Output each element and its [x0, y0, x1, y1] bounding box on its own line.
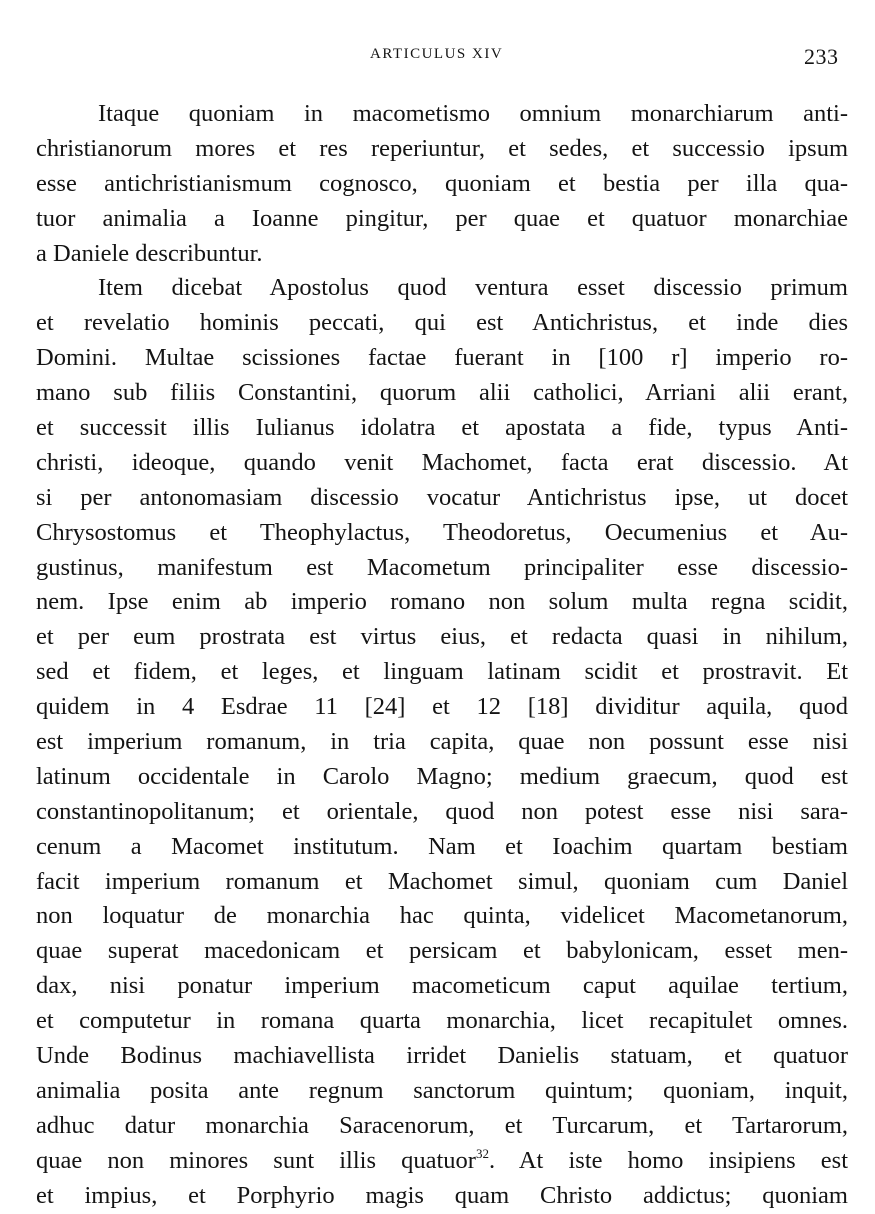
text-line: quae superat macedonicam et persicam et babylonicam, esset men- [36, 937, 848, 965]
text-line: tuor animalia a Ioanne pingitur, per quae et quatuor monarchiae [36, 204, 848, 232]
text-line: nem. Ipse enim ab imperio romano non solum multa regna scidit, [36, 588, 848, 616]
text-line: et revelatio hominis peccati, qui est Antichristus, et inde dies [36, 309, 848, 337]
text-line: esse antichristianismum cognosco, quoniam et bestia per illa qua- [36, 169, 848, 197]
text-line: et successit illis Iulianus idolatra et apostata a fide, typus Anti- [36, 414, 848, 442]
text-line: Item dicebat Apostolus quod ventura esset discessio primum [98, 274, 848, 302]
text-line: si per antonomasiam discessio vocatur Antichristus ipse, ut docet [36, 483, 848, 511]
text-line: adhuc datur monarchia Saracenorum, et Turcarum, et Tartarorum, [36, 1111, 848, 1139]
running-title: ARTICULUS XIV [370, 46, 504, 62]
text-line: christi, ideoque, quando venit Machomet, facta erat discessio. At [36, 448, 848, 476]
text-line: Chrysostomus et Theophylactus, Theodoretus, Oecumenius et Au- [36, 518, 848, 546]
text-line: Domini. Multae scissiones factae fuerant in [100 r] imperio ro- [36, 344, 848, 372]
running-head [0, 44, 875, 72]
text-line: Unde Bodinus machiavellista irridet Danielis statuam, et quatuor [36, 1042, 848, 1070]
text-line: dax, nisi ponatur imperium macometicum caput aquilae tertium, [36, 972, 848, 1000]
text-line: est imperium romanum, in tria capita, quae non possunt esse nisi [36, 728, 848, 756]
text-line: et per eum prostrata est virtus eius, et redacta quasi in nihilum, [36, 623, 848, 651]
text-line: a Daniele describuntur. [36, 239, 263, 267]
text-line: et computetur in romana quarta monarchia, licet recapitulet omnes. [36, 1007, 848, 1035]
text-line: facit imperium romanum et Machomet simul, quoniam cum Daniel [36, 867, 848, 895]
text-line: non loquatur de monarchia hac quinta, videlicet Macometanorum, [36, 902, 848, 930]
text-line: quidem in 4 Esdrae 11 [24] et 12 [18] dividitur aquila, quod [36, 693, 848, 721]
body-text [36, 97, 848, 1214]
text-line-start: quae non minores sunt illis quatuor [36, 1146, 476, 1174]
text-line: mano sub filiis Constantini, quorum alii catholici, Arriani alii erant, [36, 379, 848, 407]
text-line-end: . At iste homo insipiens est [488, 1146, 848, 1174]
text-line-with-footnote [36, 1144, 848, 1179]
text-line: latinum occidentale in Carolo Magno; medium graecum, quod est [36, 762, 848, 790]
page-number: 233 [804, 44, 839, 69]
text-line: animalia posita ante regnum sanctorum quintum; quoniam, inquit, [36, 1076, 848, 1104]
text-line: gustinus, manifestum est Macometum principaliter esse discessio- [36, 553, 848, 581]
text-line: Itaque quoniam in macometismo omnium monarchiarum anti- [98, 100, 848, 127]
text-line: et impius, et Porphyrio magis quam Christo addictus; quoniam [36, 1181, 848, 1209]
text-line: constantinopolitanum; et orientale, quod non potest esse nisi sara- [36, 797, 848, 825]
text-line: sed et fidem, et leges, et linguam latinam scidit et prostravit. Et [36, 658, 848, 686]
text-line: cenum a Macomet institutum. Nam et Ioachim quartam bestiam [36, 832, 848, 860]
footnote-reference[interactable]: 32 [475, 1145, 489, 1161]
text-line: christianorum mores et res reperiuntur, et sedes, et successio ipsum [36, 134, 848, 162]
